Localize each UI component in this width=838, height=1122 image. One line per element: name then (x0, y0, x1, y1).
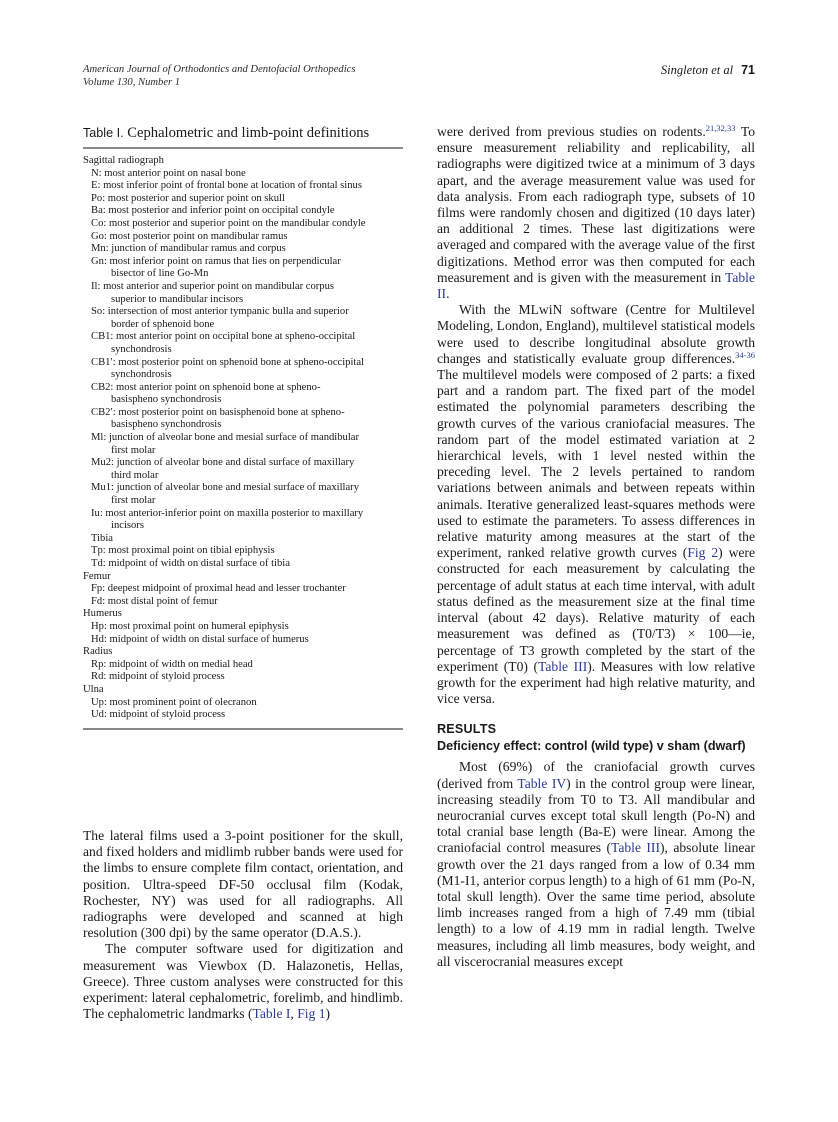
definition-text: Mu2: junction of alveolar bone and distal surface of maxillary (91, 457, 355, 469)
definition-continuation: superior to mandibular incisors (111, 293, 244, 305)
table-top-rule (83, 147, 403, 149)
definition-text: Hd: midpoint of width on distal surface of humerus (91, 633, 309, 645)
definition-continuation: incisors (111, 520, 144, 532)
table-row (83, 306, 403, 331)
text-run: The multilevel models were composed of 2 parts: a fixed part and a random part. The fixed part of the model estimated the polynomial parameters describing the growth curves of the various craniofacial measures. The random part of the model estimated variation at 2 hierarchical levels, with 1 level nested within the preceding level. The 2 levels pertained to random variations between animals and between repeats within animals. Iterative generalized least-squares methods were used to estimate the parameters. To assess differences in relative maturity among measures at the start of the experiment, ranked relative growth curves ( (437, 367, 755, 561)
definition-text: Ml: junction of alveolar bone and mesial surface of mandibular (91, 432, 359, 444)
table-row (83, 659, 403, 672)
definition-continuation: synchondrosis (111, 369, 172, 381)
journal-volume: Volume 130, Number 1 (83, 77, 181, 88)
table-group-heading: Ulna (83, 683, 104, 695)
left-body-text (83, 828, 403, 1022)
definition-text: Iu: most anterior-inferior point on maxilla posterior to maxillary (91, 507, 364, 519)
text-run: Most (69%) of the craniofacial growth curves (derived from (437, 759, 755, 791)
table-label: Table I. (83, 126, 124, 140)
table-row (83, 243, 403, 256)
running-head (83, 63, 755, 95)
reference-superscript[interactable]: 34-36 (735, 349, 755, 360)
table-row (83, 281, 403, 306)
definition-text: Co: most posterior and superior point on the mandibular condyle (91, 217, 366, 229)
table-group-heading: Humerus (83, 608, 122, 620)
definition-continuation: bisector of line Go-Mn (111, 268, 209, 280)
table-group-heading: Tibia (91, 532, 113, 544)
definition-text: Go: most posterior point on mandibular ramus (91, 230, 288, 242)
paragraph-results (437, 759, 755, 970)
table-row (83, 256, 403, 281)
text-run: ), absolute linear growth over the 21 days ranged from a low of 0.34 mm (M1-I1, anterior corpus length) to a high of 61 mm (Po-N, total skull length). Over the same time period, absolute limb increases ranged from a high of 7.49 mm (tibial length) to a low of 4.19 mm in radial length. Twelve measures, including all limb measures, body weight, and all viscerocranial measures except (437, 840, 755, 969)
definition-text: Il: most anterior and superior point on mandibular corpus (91, 280, 335, 292)
link-table-iii[interactable]: Table III (538, 658, 588, 674)
table-row (83, 621, 403, 634)
table-row (83, 218, 403, 231)
paragraph-software (83, 941, 403, 1022)
definition-continuation: third molar (111, 469, 159, 481)
table-row (83, 634, 403, 647)
definition-text: Rd: midpoint of styloid process (91, 671, 225, 683)
definition-text: CB2′: most posterior point on basisphenoid bone at spheno- (91, 406, 345, 418)
paragraph-mlwin (437, 302, 755, 707)
definition-text: Mn: junction of mandibular ramus and corpus (91, 243, 286, 255)
table-row (83, 709, 403, 722)
table-row (83, 545, 403, 558)
table-row (83, 193, 403, 206)
definition-text: Mu1: junction of alveolar bone and mesial surface of maxillary (91, 482, 359, 494)
table-row (83, 671, 403, 684)
definition-text: Up: most prominent point of olecranon (91, 696, 257, 708)
definition-continuation: basispheno synchondrosis (111, 394, 222, 406)
table-row (83, 180, 403, 193)
table-group-heading: Radius (83, 646, 113, 658)
definition-continuation: first molar (111, 444, 156, 456)
table-row (83, 596, 403, 609)
table-row (83, 432, 403, 457)
table-row (83, 508, 403, 533)
table-row (83, 482, 403, 507)
definition-text: Td: midpoint of width on distal surface of tibia (91, 558, 290, 569)
definition-text: CB1: most anterior point on occipital bone at spheno-occipital (91, 331, 356, 343)
text-run: With the MLwiN software (Centre for Multilevel Modeling, London, England), multilevel statistical models were used to describe longitudinal absolute growth changes and statistically evaluate group differences. (437, 302, 755, 366)
author-running-title: Singleton et al (660, 63, 734, 77)
reference-superscript[interactable]: 21,32,33 (705, 123, 736, 133)
table-title (83, 124, 403, 142)
text-run: were derived from previous studies on rodents. (437, 124, 706, 139)
journal-citation (83, 63, 355, 89)
definition-text: Ba: most posterior and inferior point on occipital condyle (91, 205, 335, 217)
text-run: ) were constructed for each measurement by calculating the percentage of adult status at each time interval, with adult status defined as the measurement size at the final time interval (about 42 days). Relative maturity of each measurement was defined as (T0/T3) × 100—ie, percentage of T3 growth completed by the start of the experiment (T0) ( (437, 545, 755, 674)
table-row (83, 457, 403, 482)
table-row (83, 357, 403, 382)
definition-text: Rp: midpoint of width on medial head (91, 658, 253, 670)
text-run: . (446, 286, 450, 302)
page-number: 71 (741, 63, 755, 77)
table-group-heading: Femur (83, 570, 111, 582)
table-caption: Cephalometric and limb-point definitions (127, 125, 370, 141)
table-row (83, 583, 403, 596)
table-row (83, 558, 403, 571)
journal-name: American Journal of Orthodontics and Dentofacial Orthopedics (83, 64, 356, 75)
section-heading-results: RESULTS (437, 722, 497, 737)
table-row (83, 168, 403, 181)
link-table-ii[interactable]: Table II (437, 269, 755, 302)
table-bottom-rule (83, 728, 403, 730)
definition-continuation: first molar (111, 495, 156, 507)
page-header-right (661, 63, 755, 77)
definition-text: Fd: most distal point of femur (91, 595, 218, 607)
definition-text: Fp: deepest midpoint of proximal head and lesser trochanter (91, 583, 346, 595)
definition-text: So: intersection of most anterior tympanic bulla and superior (91, 306, 349, 318)
table-group-heading: Sagittal radiograph (83, 155, 164, 166)
table-row (83, 331, 403, 356)
table-row (83, 697, 403, 710)
subsection-heading: Deficiency effect: control (wild type) v sham (dwarf) (437, 739, 746, 754)
table-i (83, 124, 403, 730)
link-table-i[interactable]: Table I (252, 1006, 291, 1022)
table-row (83, 205, 403, 218)
text-run: To ensure measurement reliability and replicability, all radiographs were digitized twice at a minimum of 3 days apart, and the average measurement value was used for data analysis. From each radiograph type, subsets of 10 films were randomly chosen and digitized (10 days later) an additional 2 times. These last digitizations were averaged and compared with the average value of the first digitizations. Method error was then computed for each measurement and is given with the measurement in (437, 124, 755, 285)
text-run: The computer software used for digitization and measurement was Viewbox (D. Halazonetis, Hellas, Greece). Three custom analyses were constructed for this experiment: lateral cephalometric, forelimb, and hindlimb. The cephalometric landmarks ( (83, 941, 403, 1022)
definition-text: CB1′: most posterior point on sphenoid bone at spheno-occipital (91, 356, 365, 368)
text-run: , (290, 1006, 298, 1022)
link-fig-2[interactable]: Fig 2 (687, 545, 719, 561)
definition-text: Ud: midpoint of styloid process (91, 709, 226, 721)
definition-text: Po: most posterior and superior point on skull (91, 192, 285, 204)
definition-text: Gn: most inferior point on ramus that lies on perpendicular (91, 255, 341, 267)
link-table-iv[interactable]: Table IV (517, 775, 567, 791)
definition-text: N: most anterior point on nasal bone (91, 167, 246, 179)
paragraph-lateral-films: The lateral films used a 3-point positioner for the skull, and fixed holders and midlimb rubber bands were used for the limbs to ensure complete film contact, orientation, and position. Ultra-speed DF-50 occlusal film (Kodak, Rochester, NY) was used for all radiographs. All radiographs were developed and scanned at high resolution (300 dpi) by the same operator (D.A.S.). (83, 828, 403, 941)
definition-text: CB2: most anterior point on sphenoid bone at spheno- (91, 381, 321, 393)
definition-continuation: basispheno synchondrosis (111, 419, 222, 431)
link-fig-1[interactable]: Fig 1 (297, 1006, 326, 1022)
definition-text: E: most inferior point of frontal bone at location of frontal sinus (91, 180, 362, 192)
definition-text: Tp: most proximal point on tibial epiphysis (91, 545, 275, 557)
table-row (83, 382, 403, 407)
right-column (437, 124, 755, 970)
definition-text: Hp: most proximal point on humeral epiphysis (91, 620, 289, 632)
definition-continuation: synchondrosis (111, 343, 172, 355)
text-run: ). Measures with low relative growth for the experiment had high relative maturity, and vice versa. (437, 658, 755, 707)
paragraph-reliability (437, 124, 755, 302)
text-run: ) (325, 1006, 331, 1022)
table-row (83, 407, 403, 432)
text-run: ) in the control group were linear, increasing steadily from T0 to T3. All mandibular and neurocranial curves except total skull length (Po-N) and total cranial base length (Ba-E) were linear. Among the craniofacial control measures ( (437, 775, 756, 856)
definition-continuation: border of sphenoid bone (111, 318, 215, 330)
link-table-iii[interactable]: Table III (611, 840, 660, 856)
table-row (83, 231, 403, 244)
table-body (83, 155, 403, 722)
